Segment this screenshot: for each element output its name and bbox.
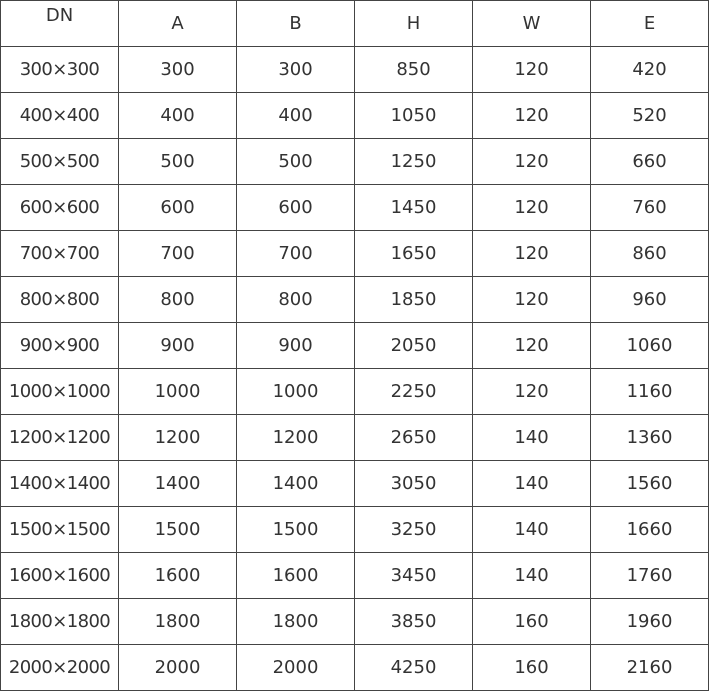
- cell-e: 1160: [591, 369, 709, 415]
- table-row: [1, 185, 709, 231]
- cell-dn: 800×800: [1, 277, 119, 323]
- cell-b: 500: [237, 139, 355, 185]
- cell-a: 600: [119, 185, 237, 231]
- cell-b: 400: [237, 93, 355, 139]
- cell-w: 120: [473, 277, 591, 323]
- column-header-h: H: [355, 1, 473, 47]
- cell-dn: 2000×2000: [1, 645, 119, 691]
- header-row: [1, 1, 709, 47]
- table-row: [1, 93, 709, 139]
- cell-dn: 1800×1800: [1, 599, 119, 645]
- cell-dn: 1200×1200: [1, 415, 119, 461]
- table-row: [1, 323, 709, 369]
- cell-b: 800: [237, 277, 355, 323]
- table-row: [1, 231, 709, 277]
- cell-dn: 500×500: [1, 139, 119, 185]
- cell-h: 3050: [355, 461, 473, 507]
- cell-h: 3450: [355, 553, 473, 599]
- cell-w: 140: [473, 461, 591, 507]
- cell-a: 2000: [119, 645, 237, 691]
- cell-h: 1250: [355, 139, 473, 185]
- cell-b: 1000: [237, 369, 355, 415]
- column-header-w: W: [473, 1, 591, 47]
- cell-h: 2250: [355, 369, 473, 415]
- cell-w: 140: [473, 415, 591, 461]
- cell-a: 300: [119, 47, 237, 93]
- cell-e: 1660: [591, 507, 709, 553]
- cell-h: 2050: [355, 323, 473, 369]
- table-row: [1, 277, 709, 323]
- cell-a: 800: [119, 277, 237, 323]
- cell-a: 1600: [119, 553, 237, 599]
- cell-e: 420: [591, 47, 709, 93]
- cell-a: 1000: [119, 369, 237, 415]
- cell-b: 1500: [237, 507, 355, 553]
- cell-e: 1360: [591, 415, 709, 461]
- cell-a: 1500: [119, 507, 237, 553]
- cell-dn: 1000×1000: [1, 369, 119, 415]
- cell-h: 1050: [355, 93, 473, 139]
- column-header-b: B: [237, 1, 355, 47]
- cell-a: 500: [119, 139, 237, 185]
- cell-w: 120: [473, 323, 591, 369]
- table-row: [1, 507, 709, 553]
- cell-b: 1600: [237, 553, 355, 599]
- table-row: [1, 415, 709, 461]
- cell-e: 1760: [591, 553, 709, 599]
- cell-e: 1560: [591, 461, 709, 507]
- cell-b: 900: [237, 323, 355, 369]
- cell-a: 900: [119, 323, 237, 369]
- cell-dn: 700×700: [1, 231, 119, 277]
- cell-b: 1400: [237, 461, 355, 507]
- cell-h: 2650: [355, 415, 473, 461]
- table-row: [1, 369, 709, 415]
- cell-b: 1800: [237, 599, 355, 645]
- cell-h: 1450: [355, 185, 473, 231]
- cell-w: 140: [473, 507, 591, 553]
- cell-dn: 1500×1500: [1, 507, 119, 553]
- cell-e: 660: [591, 139, 709, 185]
- cell-a: 1400: [119, 461, 237, 507]
- cell-a: 1800: [119, 599, 237, 645]
- table-row: [1, 599, 709, 645]
- cell-w: 160: [473, 599, 591, 645]
- cell-e: 520: [591, 93, 709, 139]
- cell-w: 120: [473, 231, 591, 277]
- cell-w: 120: [473, 185, 591, 231]
- cell-h: 3850: [355, 599, 473, 645]
- cell-dn: 300×300: [1, 47, 119, 93]
- cell-h: 850: [355, 47, 473, 93]
- table-body: [1, 47, 709, 691]
- cell-a: 400: [119, 93, 237, 139]
- table-row: [1, 553, 709, 599]
- cell-dn: 1400×1400: [1, 461, 119, 507]
- cell-e: 2160: [591, 645, 709, 691]
- column-header-e: E: [591, 1, 709, 47]
- column-header-a: A: [119, 1, 237, 47]
- cell-h: 3250: [355, 507, 473, 553]
- cell-e: 1060: [591, 323, 709, 369]
- table-row: [1, 47, 709, 93]
- cell-w: 140: [473, 553, 591, 599]
- cell-a: 1200: [119, 415, 237, 461]
- cell-b: 2000: [237, 645, 355, 691]
- cell-dn: 400×400: [1, 93, 119, 139]
- cell-b: 300: [237, 47, 355, 93]
- cell-e: 1960: [591, 599, 709, 645]
- table-row: [1, 461, 709, 507]
- cell-e: 760: [591, 185, 709, 231]
- cell-e: 860: [591, 231, 709, 277]
- cell-e: 960: [591, 277, 709, 323]
- cell-a: 700: [119, 231, 237, 277]
- cell-dn: 1600×1600: [1, 553, 119, 599]
- cell-dn: 900×900: [1, 323, 119, 369]
- table-row: [1, 139, 709, 185]
- cell-h: 1650: [355, 231, 473, 277]
- cell-b: 1200: [237, 415, 355, 461]
- cell-h: 4250: [355, 645, 473, 691]
- cell-w: 160: [473, 645, 591, 691]
- cell-h: 1850: [355, 277, 473, 323]
- column-header-dn: DN: [1, 1, 119, 47]
- cell-w: 120: [473, 47, 591, 93]
- cell-w: 120: [473, 93, 591, 139]
- cell-w: 120: [473, 369, 591, 415]
- cell-dn: 600×600: [1, 185, 119, 231]
- table-row: [1, 645, 709, 691]
- cell-b: 700: [237, 231, 355, 277]
- cell-w: 120: [473, 139, 591, 185]
- cell-b: 600: [237, 185, 355, 231]
